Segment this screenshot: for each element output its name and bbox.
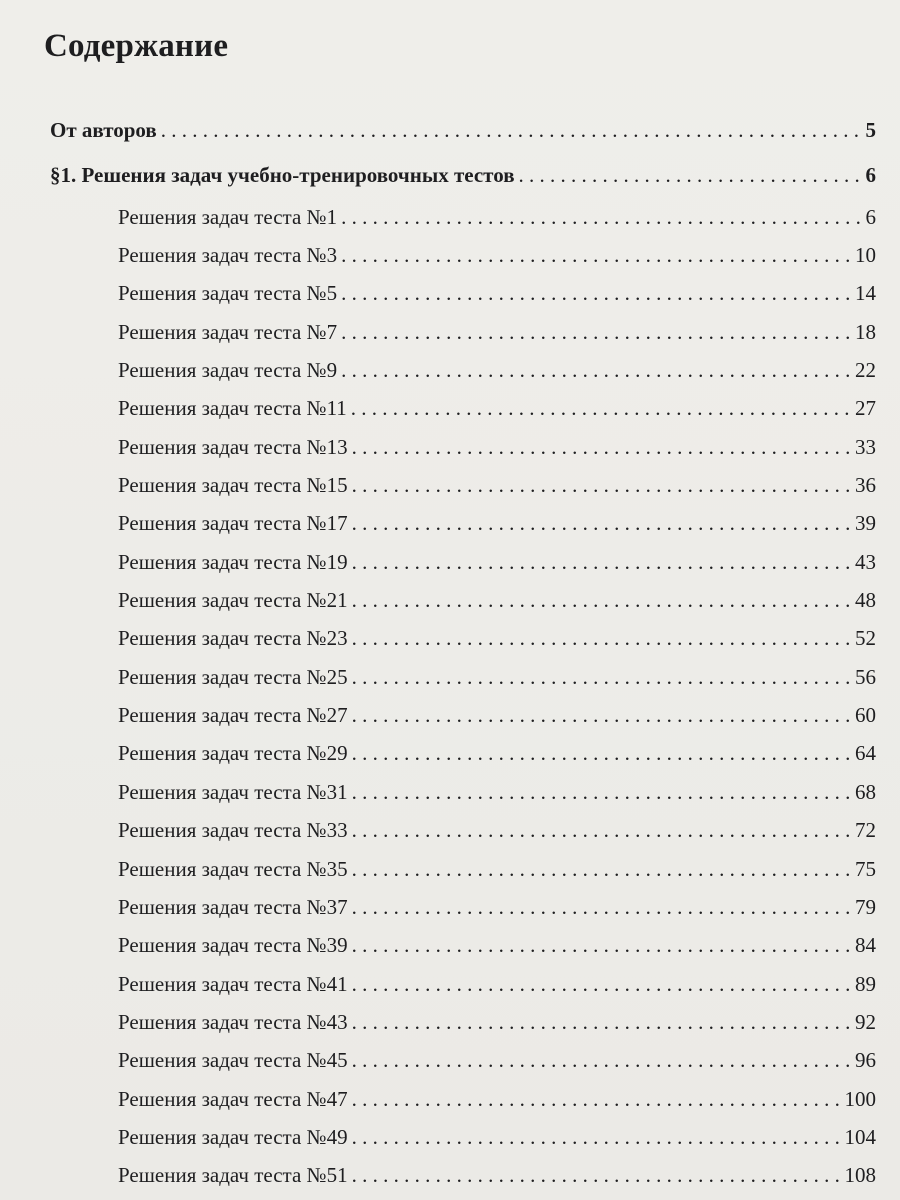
toc-entry-page-number: 96 (855, 1048, 876, 1073)
toc-section-entry (0, 108, 900, 153)
toc-entry-label: Решения задач теста №29 (118, 741, 348, 766)
toc-entry-label: Решения задач теста №51 (118, 1163, 348, 1188)
toc-entry (0, 275, 900, 313)
dot-leader (352, 665, 851, 690)
toc-entry-page-number: 92 (855, 1009, 876, 1034)
toc-entry-page-number: 22 (855, 358, 876, 383)
toc-entry-page-number: 104 (844, 1124, 876, 1149)
toc-entry (0, 236, 900, 274)
toc-entry-page-number: 79 (855, 894, 876, 919)
toc-entry (0, 850, 900, 888)
toc-entry-label: Решения задач теста №49 (118, 1124, 348, 1149)
toc-entry-label: Решения задач теста №21 (118, 588, 348, 613)
toc-entry-label: Решения задач теста №11 (118, 396, 347, 421)
toc-entry (0, 1080, 900, 1118)
toc-entry-label: Решения задач теста №13 (118, 434, 348, 459)
dot-leader (352, 933, 851, 958)
toc-entry-page-number: 6 (865, 204, 876, 229)
toc-entry-label: Решения задач теста №23 (118, 626, 348, 651)
dot-leader (341, 281, 851, 306)
toc-entry (0, 927, 900, 965)
toc-entry-page-number: 10 (855, 243, 876, 268)
toc-entry-label: Решения задач теста №35 (118, 856, 348, 881)
dot-leader (519, 163, 862, 188)
toc-entry-page-number: 56 (855, 664, 876, 689)
dot-leader (161, 118, 862, 143)
dot-leader (341, 205, 861, 230)
toc-entry (0, 812, 900, 850)
table-of-contents (0, 108, 900, 1195)
toc-entry-label: Решения задач теста №7 (118, 319, 338, 344)
toc-entry (0, 658, 900, 696)
dot-leader (341, 243, 851, 268)
toc-section-entry (0, 153, 900, 198)
toc-entry-page-number: 18 (855, 319, 876, 344)
toc-entry (0, 1157, 900, 1195)
toc-entry-page-number: 84 (855, 933, 876, 958)
toc-entry (0, 1003, 900, 1041)
dot-leader (352, 780, 851, 805)
toc-entry (0, 390, 900, 428)
toc-entry-page-number: 39 (855, 511, 876, 536)
toc-entry-page-number: 5 (865, 118, 876, 142)
dot-leader (352, 473, 851, 498)
toc-entry (0, 581, 900, 619)
toc-entry-label: Решения задач теста №27 (118, 703, 348, 728)
toc-entry (0, 1042, 900, 1080)
dot-leader (352, 435, 851, 460)
toc-entry (0, 428, 900, 466)
toc-entry-page-number: 33 (855, 434, 876, 459)
dot-leader (352, 857, 851, 882)
toc-entry-label: Решения задач теста №17 (118, 511, 348, 536)
dot-leader (352, 1010, 851, 1035)
toc-entry-label: Решения задач теста №9 (118, 358, 338, 383)
dot-leader (352, 1125, 841, 1150)
toc-entry-page-number: 108 (844, 1163, 876, 1188)
dot-leader (352, 972, 851, 997)
toc-entry (0, 696, 900, 734)
toc-entry-label: Решения задач теста №33 (118, 818, 348, 843)
toc-entry-page-number: 72 (855, 818, 876, 843)
toc-entry-page-number: 52 (855, 626, 876, 651)
toc-entry-label: §1. Решения задач учебно-тренировочных тестов (50, 163, 515, 187)
toc-entry-page-number: 6 (865, 163, 876, 187)
toc-entry (0, 965, 900, 1003)
dot-leader (352, 895, 851, 920)
toc-entry-label: Решения задач теста №47 (118, 1086, 348, 1111)
toc-entry-label: Решения задач теста №15 (118, 473, 348, 498)
toc-entry-label: Решения задач теста №37 (118, 894, 348, 919)
toc-entry-page-number: 100 (844, 1086, 876, 1111)
toc-entry (0, 888, 900, 926)
toc-entry-label: От авторов (50, 118, 157, 142)
dot-leader (352, 1163, 841, 1188)
toc-entry-page-number: 48 (855, 588, 876, 613)
toc-entry-label: Решения задач теста №43 (118, 1009, 348, 1034)
toc-entry-label: Решения задач теста №5 (118, 281, 338, 306)
dot-leader (341, 358, 851, 383)
toc-entry-label: Решения задач теста №1 (118, 204, 338, 229)
dot-leader (352, 588, 851, 613)
toc-entry-page-number: 27 (855, 396, 876, 421)
toc-entry (0, 351, 900, 389)
toc-entry-label: Решения задач теста №3 (118, 243, 338, 268)
toc-entry (0, 466, 900, 504)
toc-entry-page-number: 14 (855, 281, 876, 306)
dot-leader (351, 396, 851, 421)
toc-entry-page-number: 75 (855, 856, 876, 881)
dot-leader (341, 320, 851, 345)
toc-entry (0, 313, 900, 351)
toc-entry-page-number: 60 (855, 703, 876, 728)
toc-entry (0, 505, 900, 543)
toc-entry-label: Решения задач теста №39 (118, 933, 348, 958)
toc-entry (0, 198, 900, 236)
toc-entry (0, 773, 900, 811)
dot-leader (352, 1048, 851, 1073)
toc-entry (0, 735, 900, 773)
toc-entry-page-number: 89 (855, 971, 876, 996)
toc-entry-label: Решения задач теста №19 (118, 549, 348, 574)
toc-entry (0, 543, 900, 581)
dot-leader (352, 818, 851, 843)
dot-leader (352, 511, 851, 536)
dot-leader (352, 550, 851, 575)
toc-entry-page-number: 68 (855, 779, 876, 804)
toc-entry (0, 620, 900, 658)
dot-leader (352, 741, 851, 766)
dot-leader (352, 626, 851, 651)
page-title: Содержание (44, 28, 229, 64)
toc-entry (0, 1118, 900, 1156)
dot-leader (352, 1087, 841, 1112)
toc-entry-label: Решения задач теста №31 (118, 779, 348, 804)
toc-entry-label: Решения задач теста №25 (118, 664, 348, 689)
toc-entry-page-number: 43 (855, 549, 876, 574)
toc-entry-label: Решения задач теста №45 (118, 1048, 348, 1073)
toc-entry-label: Решения задач теста №41 (118, 971, 348, 996)
toc-entry-page-number: 64 (855, 741, 876, 766)
toc-entry-page-number: 36 (855, 473, 876, 498)
dot-leader (352, 703, 851, 728)
